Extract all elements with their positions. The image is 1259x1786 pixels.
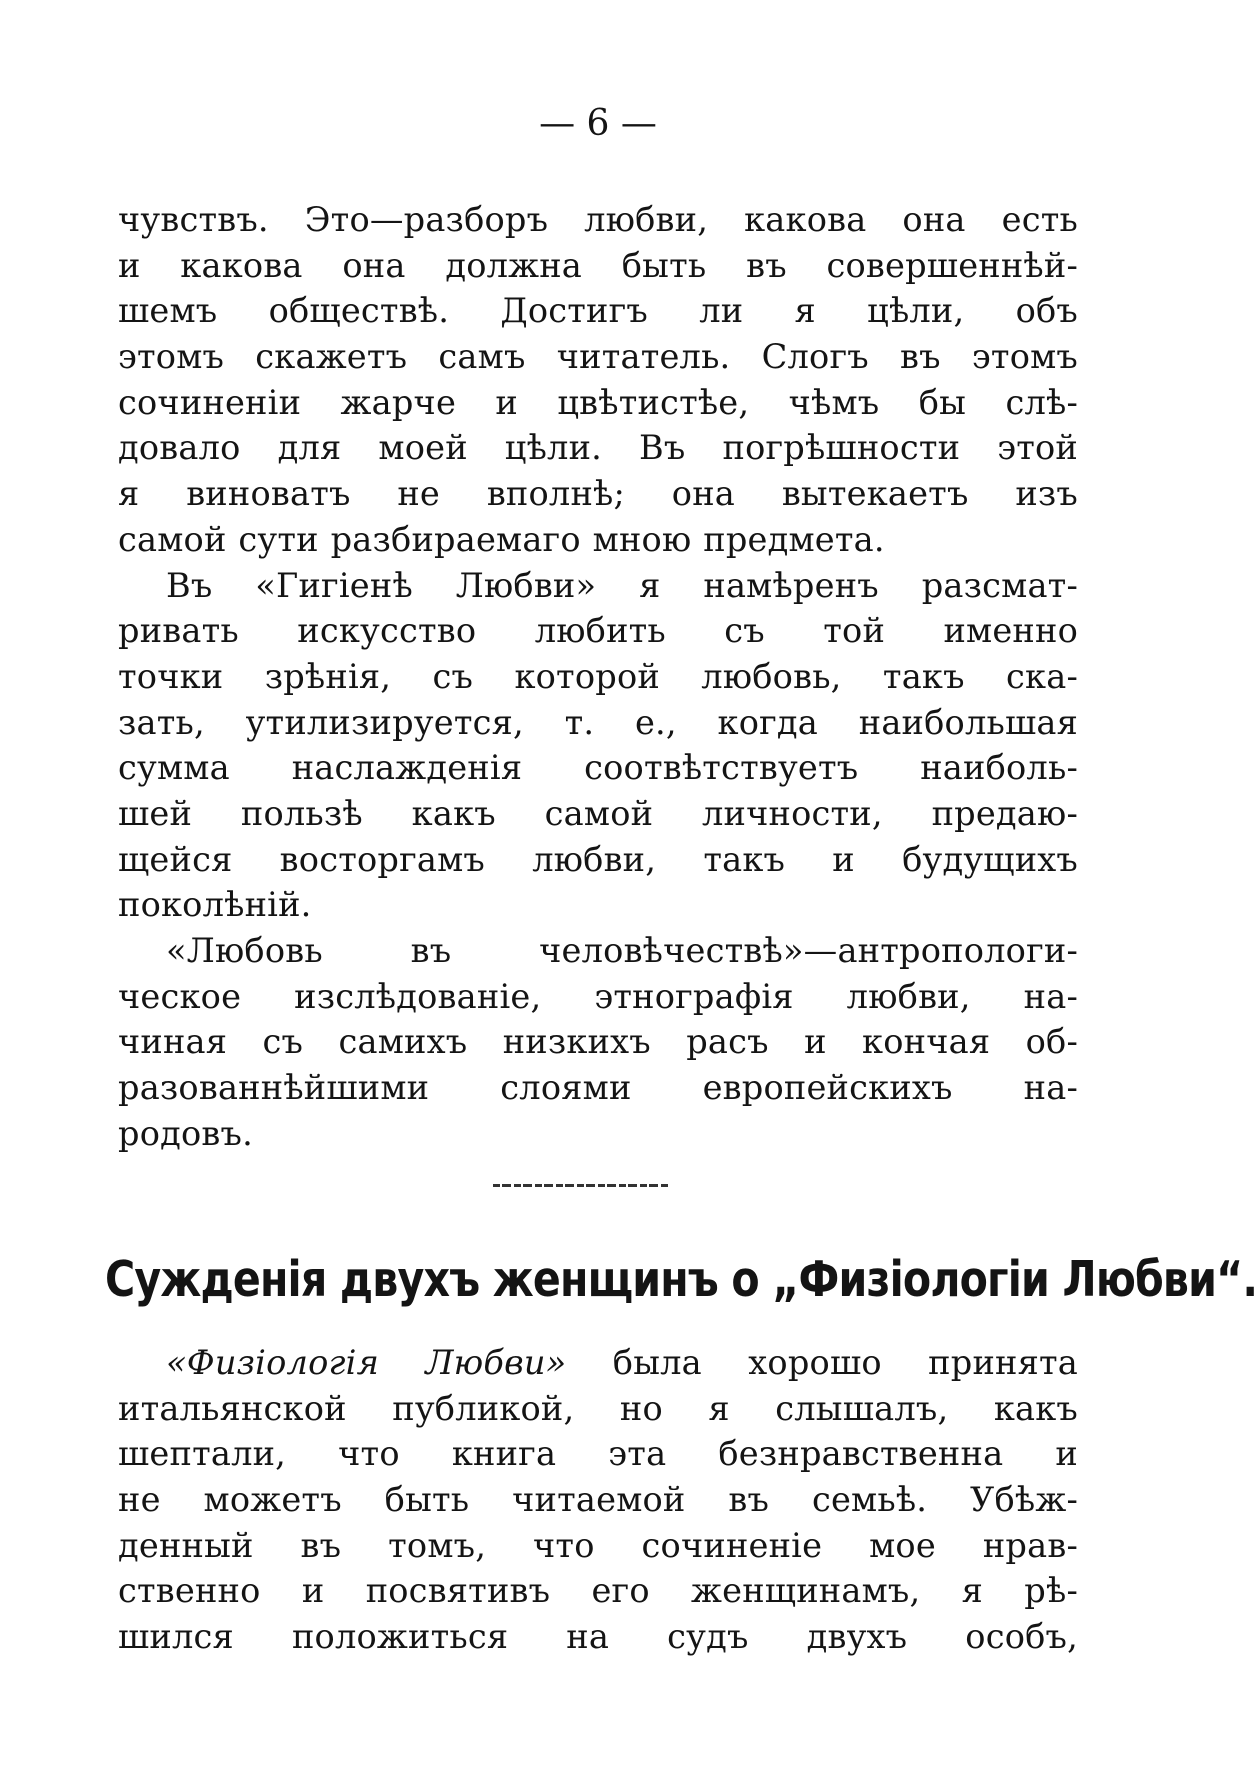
text-line-paragraph-start: «Любовь въ человѣчествѣ»—антропологи- [166, 931, 1078, 970]
text-line: поколѣній. [118, 885, 312, 925]
text-line: чиная съ самихъ низкихъ расъ и кончая об- [118, 1022, 1078, 1062]
text-line: самой сути разбираемаго мною предмета. [118, 519, 885, 559]
text-line: родовъ. [118, 1113, 253, 1153]
text-line: точки зрѣнія, съ которой любовь, такъ ска- [118, 656, 1078, 696]
text-span: была хорошо принята [566, 1343, 1078, 1382]
text-line: шептали, что книга эта безнравственна и [118, 1434, 1078, 1474]
text-line: этомъ скажетъ самъ читатель. Слогъ въ этомъ [118, 337, 1078, 377]
body-text-section-2 [118, 1340, 1078, 1660]
text-line: шей пользѣ какъ самой личности, предаю- [118, 793, 1078, 833]
text-line: шемъ обществѣ. Достигъ ли я цѣли, объ [118, 291, 1078, 331]
text-line: ственно и посвятивъ его женщинамъ, я рѣ- [118, 1571, 1078, 1611]
section-separator [493, 1184, 668, 1187]
text-line: денный въ томъ, что сочиненіе мое нрав- [118, 1525, 1078, 1565]
body-text-section-1 [118, 197, 1078, 1156]
text-line: щейся восторгамъ любви, такъ и будущихъ [118, 839, 1078, 879]
text-line: не можетъ быть читаемой въ семьѣ. Убѣж- [118, 1480, 1078, 1520]
italic-book-title: «Физіологія Любви» [166, 1343, 567, 1382]
text-line-paragraph-start [118, 1340, 1078, 1386]
text-line: ривать искусство любить съ той именно [118, 611, 1078, 651]
text-line: разованнѣйшими слоями европейскихъ на- [118, 1068, 1078, 1108]
text-line: и какова она должна быть въ совершеннѣй- [118, 245, 1078, 285]
page-number: — 6 — [539, 103, 657, 144]
text-line: зать, утилизируется, т. е., когда наибольшая [118, 702, 1078, 742]
text-line: сочиненіи жарче и цвѣтистѣе, чѣмъ бы слѣ- [118, 382, 1078, 422]
text-line: шился положиться на судъ двухъ особъ, [118, 1617, 1078, 1657]
text-line-paragraph-start: Въ «Гигіенѣ Любви» я намѣренъ разсмат- [166, 565, 1078, 605]
text-line: сумма наслажденія соотвѣтствуетъ наиболь- [118, 748, 1078, 788]
text-line: ческое изслѣдованіе, этнографія любви, на- [118, 976, 1078, 1016]
text-line: итальянской публикой, но я слышалъ, какъ [118, 1388, 1078, 1428]
text-line: довало для моей цѣли. Въ погрѣшности этой [118, 428, 1078, 468]
section-heading: Сужденія двухъ женщинъ о „Физіологіи Любви“. [105, 1251, 1258, 1308]
text-line: я виноватъ не вполнѣ; она вытекаетъ изъ [118, 474, 1078, 514]
text-line: чувствъ. Это—разборъ любви, какова она есть [118, 200, 1078, 239]
book-page [105, 0, 1258, 1786]
